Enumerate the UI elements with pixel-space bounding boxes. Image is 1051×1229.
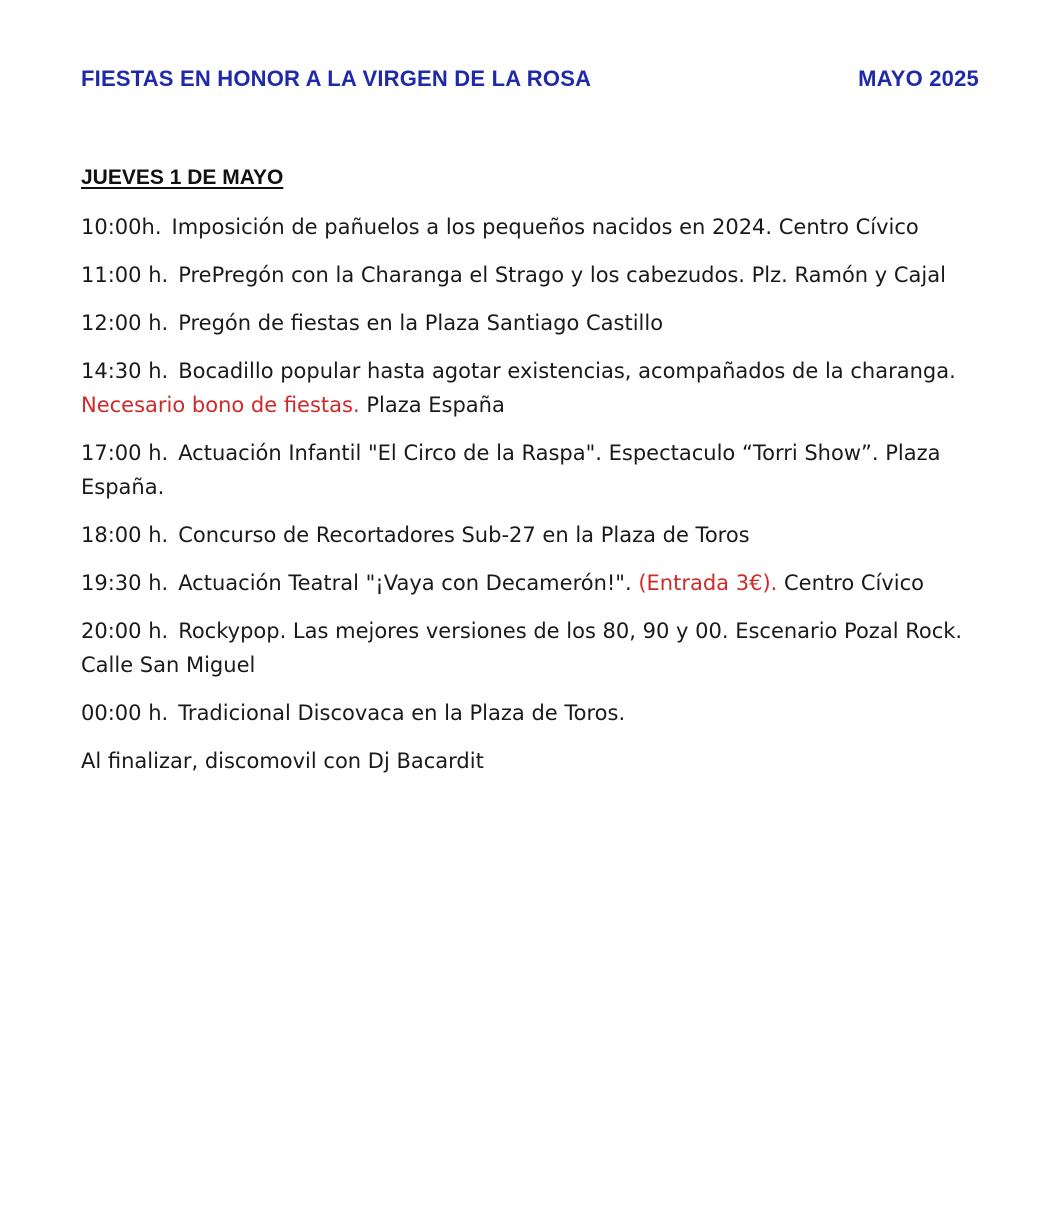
event-item bbox=[81, 354, 1001, 422]
event-time: 10:00h. bbox=[81, 215, 162, 239]
event-description: Rockypop. Las mejores versiones de los 80, 90 y 00. Escenario Pozal Rock. Calle San Miguel bbox=[81, 619, 963, 677]
event-time: 11:00 h. bbox=[81, 263, 169, 287]
event-description: Actuación Infantil "El Circo de la Raspa". Espectaculo “Torri Show”. Plaza España. bbox=[81, 441, 941, 499]
event-description: Al finalizar, discomovil con Dj Bacardit bbox=[81, 749, 484, 773]
event-time: 20:00 h. bbox=[81, 619, 169, 643]
day-heading: JUEVES 1 DE MAYO bbox=[81, 166, 284, 189]
event-item bbox=[81, 210, 1001, 244]
event-location: Plaza España bbox=[366, 393, 505, 417]
event-time: 00:00 h. bbox=[81, 701, 169, 725]
festival-date: MAYO 2025 bbox=[858, 66, 979, 91]
document-header bbox=[81, 66, 979, 92]
event-item bbox=[81, 744, 1001, 778]
event-item bbox=[81, 436, 1001, 504]
event-item bbox=[81, 566, 1001, 600]
event-description: Concurso de Recortadores Sub-27 en la Plaza de Toros bbox=[178, 523, 750, 547]
festival-title: FIESTAS EN HONOR A LA VIRGEN DE LA ROSA bbox=[81, 66, 592, 91]
event-time: 14:30 h. bbox=[81, 359, 169, 383]
event-location: Centro Cívico bbox=[784, 571, 924, 595]
event-time: 18:00 h. bbox=[81, 523, 169, 547]
event-highlight: (Entrada 3€). bbox=[638, 571, 778, 595]
event-item bbox=[81, 258, 1001, 292]
event-list bbox=[81, 210, 1001, 792]
event-time: 19:30 h. bbox=[81, 571, 169, 595]
event-description: PrePregón con la Charanga el Strago y los cabezudos. Plz. Ramón y Cajal bbox=[178, 263, 946, 287]
event-item bbox=[81, 306, 1001, 340]
event-description: Actuación Teatral "¡Vaya con Decamerón!". bbox=[178, 571, 632, 595]
event-description: Imposición de pañuelos a los pequeños nacidos en 2024. Centro Cívico bbox=[171, 215, 919, 239]
event-description: Pregón de fiestas en la Plaza Santiago Castillo bbox=[178, 311, 664, 335]
event-description: Tradicional Discovaca en la Plaza de Toros. bbox=[178, 701, 626, 725]
event-highlight: Necesario bono de fiestas. bbox=[81, 393, 360, 417]
event-description: Bocadillo popular hasta agotar existencias, acompañados de la charanga. bbox=[178, 359, 956, 383]
event-time: 12:00 h. bbox=[81, 311, 169, 335]
event-item bbox=[81, 518, 1001, 552]
event-item bbox=[81, 614, 1001, 682]
event-time: 17:00 h. bbox=[81, 441, 169, 465]
event-item bbox=[81, 696, 1001, 730]
